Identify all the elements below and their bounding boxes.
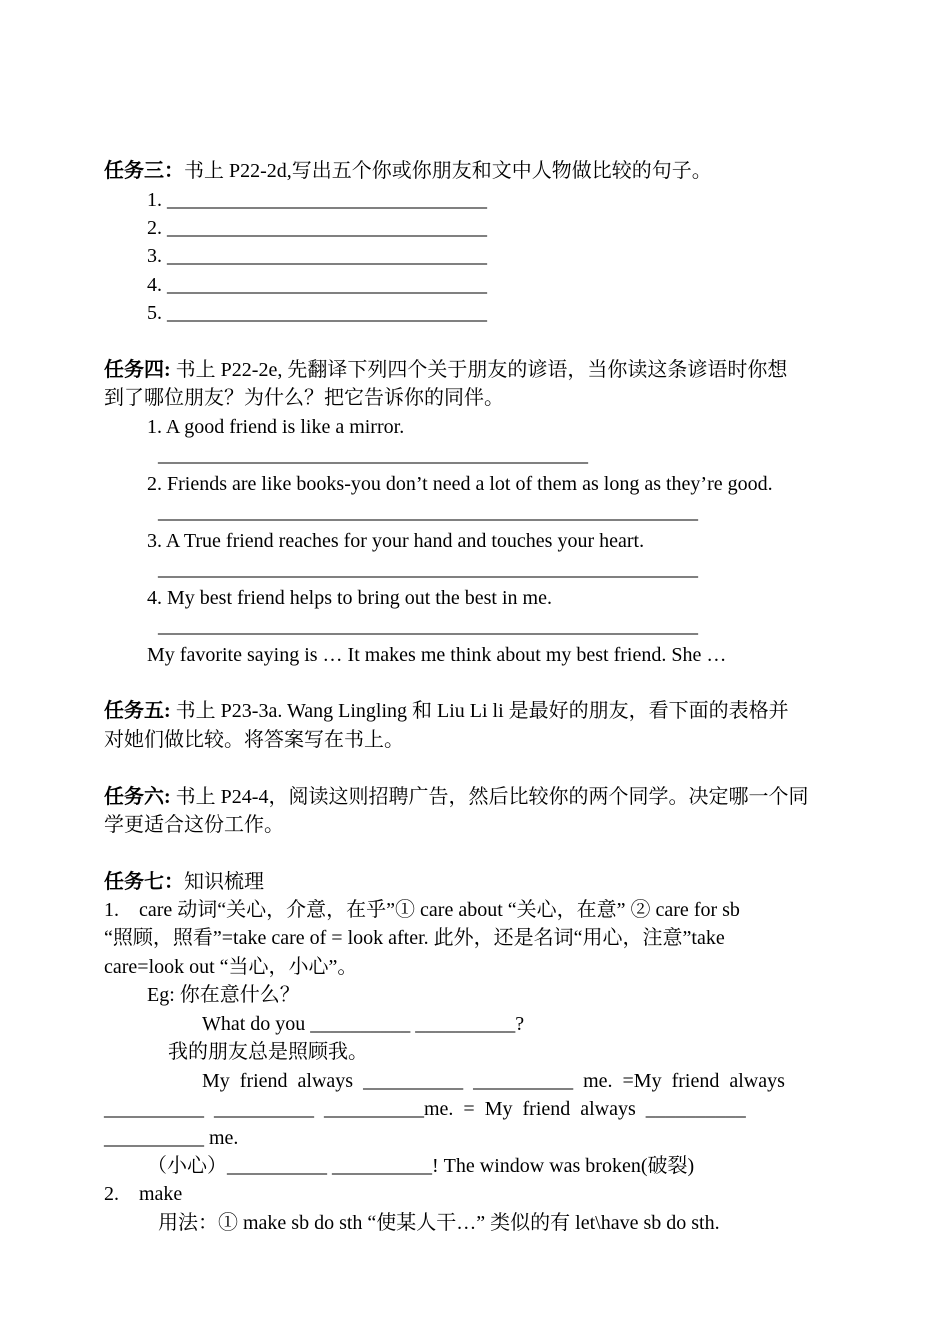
- task5-text-line2: 对她们做比较。将答案写在书上。: [104, 729, 404, 751]
- task7-heading: 任务七：: [104, 871, 184, 893]
- example-2-english-line1: My friend always __________ __________ me. =My friend always: [202, 1070, 785, 1092]
- task3-blank-2: 2. ________________________________: [147, 217, 487, 239]
- care-explanation-line2: “照顾，照看”=take care of = look after. 此外，还是名词“用心，注意”take: [104, 927, 725, 949]
- example-2-english-line2: __________ __________ __________me. = My friend always __________: [104, 1098, 746, 1120]
- saying-3-blank: ______________________________________________________: [158, 558, 698, 580]
- task3-text: 书上 P22-2d,写出五个你或你朋友和文中人物做比较的句子。: [184, 160, 712, 182]
- task6-heading: 任务六:: [104, 786, 171, 808]
- task3-blank-5: 5. ________________________________: [147, 302, 487, 324]
- task5-text-line1: 书上 P23-3a. Wang Lingling 和 Liu Li li 是最好的朋友，看下面的表格并: [170, 700, 789, 722]
- task3-blank-4: 4. ________________________________: [147, 274, 487, 296]
- task4-text-line1: 书上 P22-2e, 先翻译下列四个关于朋友的谚语，当你读这条谚语时你想: [170, 359, 788, 381]
- task5-heading: 任务五:: [104, 700, 171, 722]
- saying-3: 3. A True friend reaches for your hand and touches your heart.: [147, 530, 645, 552]
- saying-1-blank: ___________________________________________: [158, 444, 588, 466]
- saying-4-blank: ______________________________________________________: [158, 615, 698, 637]
- make-usage: 用法：① make sb do sth “使某人干…” 类似的有 let\have sb do sth.: [158, 1212, 720, 1234]
- task3-blank-3: 3. ________________________________: [147, 245, 487, 267]
- saying-2: 2. Friends are like books-you don’t need a lot of them as long as they’re good.: [147, 473, 773, 495]
- example-2-chinese: 我的朋友总是照顾我。: [168, 1041, 368, 1063]
- task7-title: [104, 868, 264, 896]
- task3-blank-1: 1. ________________________________: [147, 189, 487, 211]
- care-explanation-line3: care=look out “当心，小心”。: [104, 956, 358, 978]
- task3-title: [104, 157, 712, 185]
- task4-heading: 任务四:: [104, 359, 171, 381]
- example-1-english: What do you __________ __________?: [202, 1013, 525, 1035]
- saying-4: 4. My best friend helps to bring out the best in me.: [147, 587, 552, 609]
- example-label: Eg: 你在意什么？: [147, 984, 300, 1006]
- example-3: （小心）__________ __________! The window was broken(破裂): [147, 1155, 695, 1177]
- task4-text-line2: 到了哪位朋友？为什么？把它告诉你的同伴。: [104, 387, 504, 409]
- saying-1: 1. A good friend is like a mirror.: [147, 416, 405, 438]
- task3-heading: 任务三：: [104, 160, 184, 182]
- make-heading: 2. make: [104, 1183, 183, 1205]
- task6-title: [104, 783, 808, 811]
- task6-text-line1: 书上 P24-4，阅读这则招聘广告，然后比较你的两个同学。决定哪一个同: [170, 786, 809, 808]
- saying-2-blank: ______________________________________________________: [158, 501, 698, 523]
- example-2-english-line3: __________ me.: [104, 1127, 239, 1149]
- task4-closing: My favorite saying is … It makes me think about my best friend. She …: [147, 644, 727, 666]
- care-explanation-line1: 1. care 动词“关心，介意，在乎”① care about “关心，在意” ② care for sb: [104, 899, 740, 921]
- task5-title: [104, 697, 789, 725]
- task7-text: 知识梳理: [184, 871, 264, 893]
- task6-text-line2: 学更适合这份工作。: [104, 814, 284, 836]
- task4-title: [104, 356, 787, 384]
